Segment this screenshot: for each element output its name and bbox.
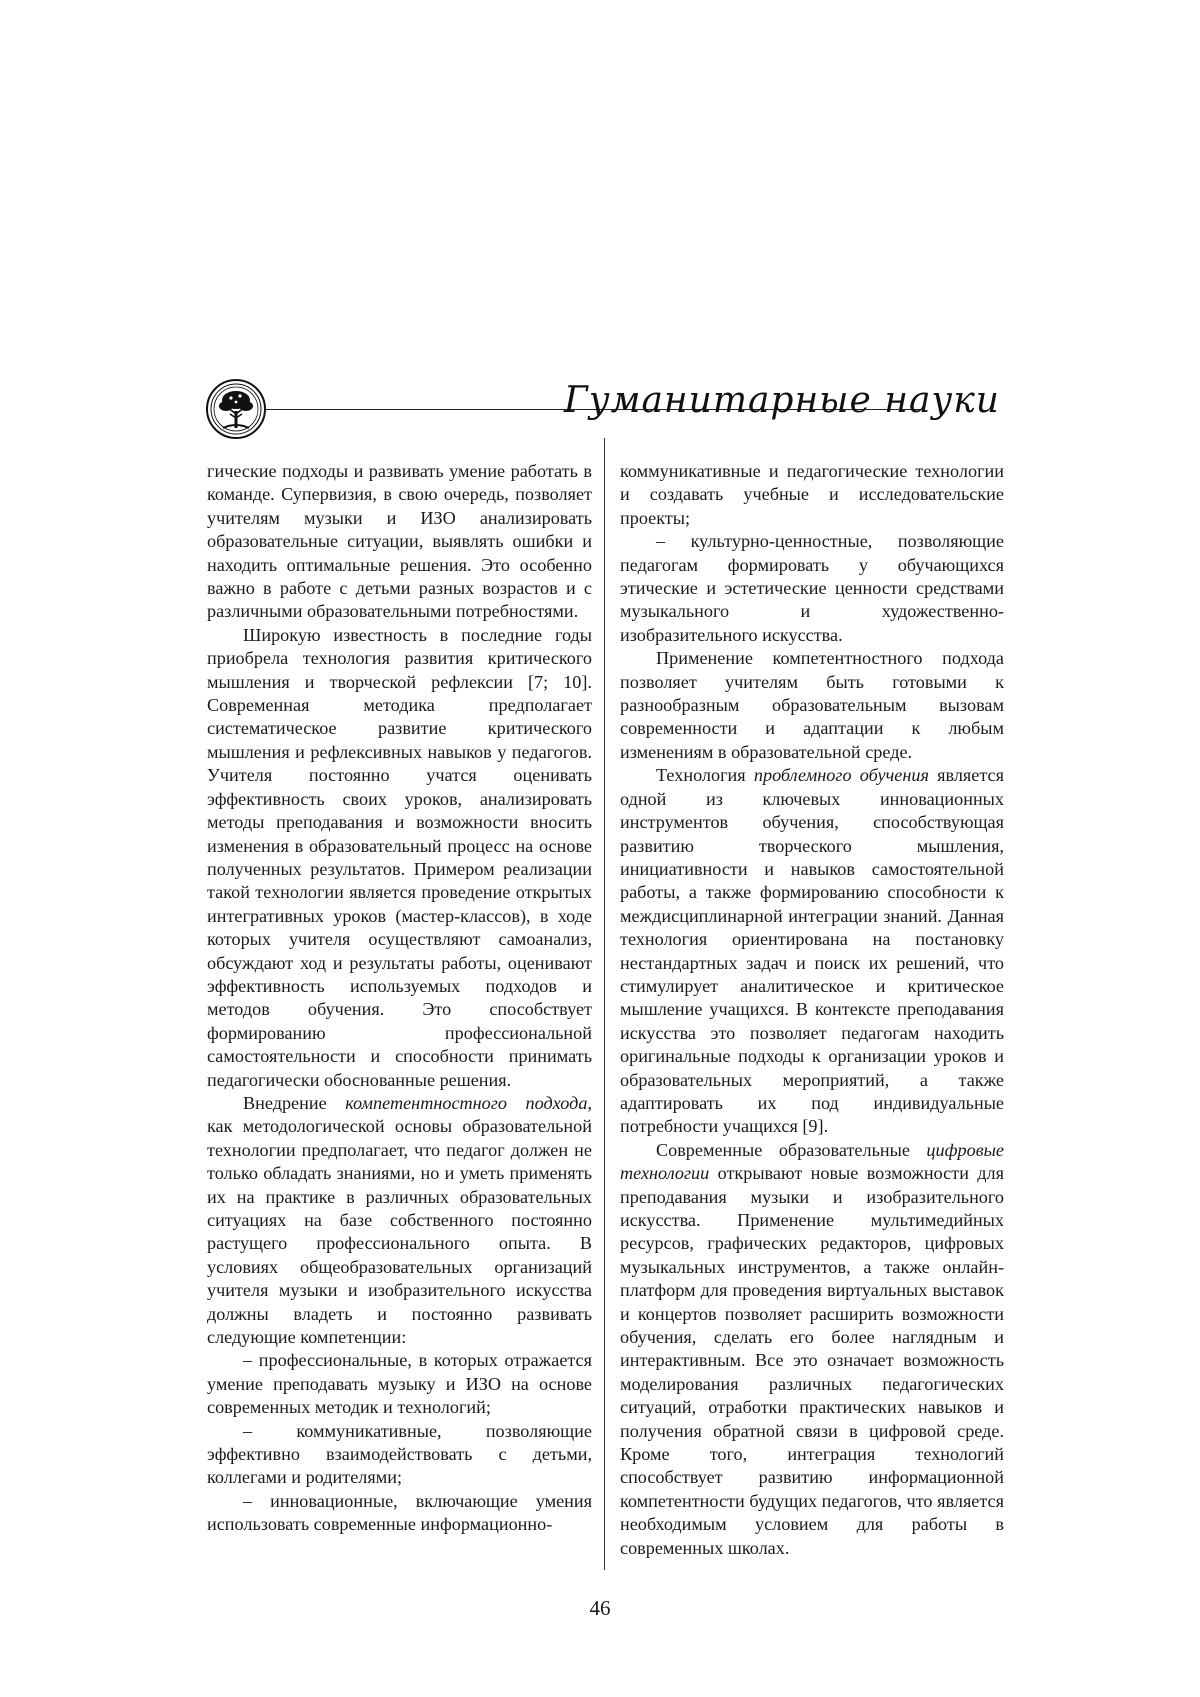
paragraph-lead: Современные образовательные bbox=[656, 1139, 927, 1160]
tree-emblem-icon bbox=[205, 378, 267, 440]
page-header bbox=[205, 378, 1000, 448]
left-column bbox=[207, 460, 592, 1537]
paragraph-rest: является одной из ключевых инновационных инструментов обучения, способствующая развитию творческого мышления, инициативности и навыков самостоятельной работы, а также формированию способности к междисциплинарной интеграции знаний. Данная технология ориентирована на постановку нестандартных задач и поиск их решений, что стимулирует аналитическое и критическое мышление учащихся. В контексте преподавания искусства это позволяет педагогам находить оригинальные подходы к организации уроков и образовательных мероприятий, а также адаптировать их под индивидуальные потребности учащихся [9]. bbox=[620, 765, 1004, 1137]
list-item: – коммуникативные, позволяющие эффективно взаимодействовать с детьми, коллегами и родителями; bbox=[207, 1420, 592, 1488]
paragraph: коммуникативные и педагогические технологии и создавать учебные и исследовательские проекты; bbox=[620, 461, 1004, 528]
paragraph bbox=[207, 1092, 592, 1349]
right-column bbox=[620, 460, 1004, 1560]
paragraph: Применение компетентностного подхода позволяет учителям быть готовыми к разнообразным образовательным вызовам современности и адаптации к любым изменениям в образовательной среде. bbox=[620, 648, 1004, 762]
list-item: – профессиональные, в которых отражается умение преподавать музыку и ИЗО на основе современных методик и технологий; bbox=[207, 1350, 592, 1418]
page-number: 46 bbox=[589, 1596, 611, 1620]
paragraph-rest: открывают новые возможности для преподавания музыки и изобразительного искусства. Применение мультимедийных ресурсов, графических редакторов, цифровых музыкальных инструментов, а также онлайн-платформ для проведения виртуальных выставок и концертов позволяет расширить возможности обучения, сделать его более наглядным и интерактивным. Все это означает возможность моделирования различных педагогических ситуаций, отработки практических навыков и получения обратной связи в цифровой среде. Кроме того, интеграция технологий способствует развитию информационной компетентности будущих педагогов, что является необходимым условием для работы в современных школах. bbox=[620, 1163, 1004, 1558]
column-divider bbox=[604, 438, 605, 1570]
paragraph-lead: Внедрение bbox=[243, 1092, 346, 1113]
paragraph bbox=[620, 764, 1004, 1139]
list-item: – культурно-ценностные, позволяющие педагогам формировать у обучающихся этические и эстетические ценности средствами музыкального и художественно-изобразительного искусства. bbox=[620, 531, 1004, 645]
emphasis-term: проблемного обучения bbox=[753, 765, 929, 786]
emphasis-term: компетентностного подхода bbox=[345, 1092, 588, 1113]
paragraph bbox=[620, 1139, 1004, 1560]
list-item: – инновационные, включающие умения использовать современные информационно- bbox=[207, 1490, 592, 1535]
paragraph: Широкую известность в последние годы приобрела технология развития критического мышления и творческой рефлексии [7; 10]. Современная методика предполагает систематическое развитие критического мышления и рефлексивных навыков у педагогов. Учителя постоянно учатся оценивать эффективность своих уроков, анализировать методы преподавания и возможности вносить изменения в образовательный процесс на основе полученных результатов. Примером реализации такой технологии является проведение открытых интегративных уроков (мастер-классов), в ходе которых учителя осуществляют самоанализ, обсуждают ход и результаты работы, оценивают эффективность используемых подходов и методов обучения. Это способствует формированию профессиональной самостоятельности и способности принимать педагогически обоснованные решения. bbox=[207, 624, 592, 1090]
section-title: Гуманитарные науки bbox=[563, 380, 1000, 421]
paragraph-lead: Технология bbox=[656, 765, 754, 786]
paragraph-rest: , как методологической основы образовательной технологии предполагает, что педагог должен не только обладать знаниями, но и уметь применять их на практике в различных образовательных ситуациях на базе собственного постоянно растущего профессионального опыта. В условиях общеобразовательных организаций учителя музыки и изобразительного искусства должны владеть и постоянно развивать следующие компетенции: bbox=[207, 1092, 592, 1348]
paragraph: гические подходы и развивать умение работать в команде. Супервизия, в свою очередь, позволяет учителям музыки и ИЗО анализировать образовательные ситуации, выявлять ошибки и находить оптимальные решения. Это особенно важно в работе с детьми разных возрастов и с различными образовательными потребностями. bbox=[207, 461, 592, 622]
emphasis-term: цифровые технологии bbox=[620, 1139, 1004, 1184]
